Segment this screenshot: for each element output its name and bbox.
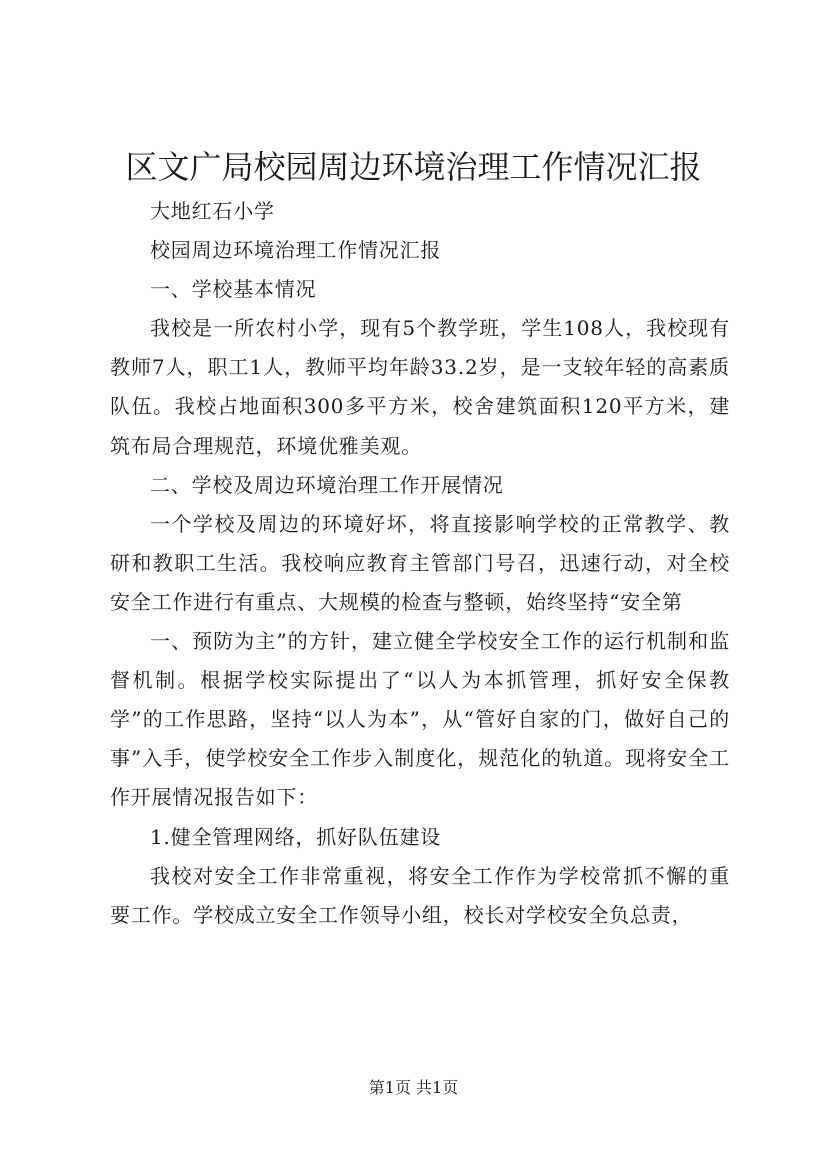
section-heading-1: 一、学校基本情况: [150, 277, 317, 302]
page-number-footer: 第1页 共1页: [368, 1078, 459, 1097]
subsection-heading-1: 1.健全管理网络，抓好队伍建设: [150, 824, 442, 849]
school-name: 大地红石小学: [150, 199, 275, 223]
paragraph-environment: 一个学校及周边的环境好坏，将直接影响学校的正常教学、教研和教职工生活。我校响应教育主管部门号召，迅速行动，对全校安全工作进行有重点、大规模的检查与整顿，始终坚持“安全第: [110, 511, 730, 614]
report-subtitle: 校园周边环境治理工作情况汇报: [150, 238, 442, 263]
document-body: [110, 192, 730, 935]
document-title: 区文广局校园周边环境治理工作情况汇报: [125, 148, 702, 186]
paragraph-policy: 一、预防为主”的方针，建立健全学校安全工作的运行机制和监督机制。根据学校实际提出了“以人为本抓管理，抓好安全保教学”的工作思路，坚持“以人为本”，从“管好自家的门，做好自己的事”入手，使学校安全工作步入制度化，规范化的轨道。现将安全工作开展情况报告如下：: [110, 629, 730, 810]
paragraph-safety: 我校对安全工作非常重视，将安全工作作为学校常抓不懈的重要工作。学校成立安全工作领导小组，校长对学校安全负总责，: [110, 863, 730, 927]
paragraph-basic-info: 我校是一所农村小学，现有5个教学班，学生108人，我校现有教师7人，职工1人，教师平均年龄33.2岁，是一支较年轻的高素质队伍。我校占地面积300多平方米，校舍建筑面积120平方米，建筑布局合理规范，环境优雅美观。: [110, 316, 730, 458]
section-heading-2: 二、学校及周边环境治理工作开展情况: [150, 472, 504, 497]
